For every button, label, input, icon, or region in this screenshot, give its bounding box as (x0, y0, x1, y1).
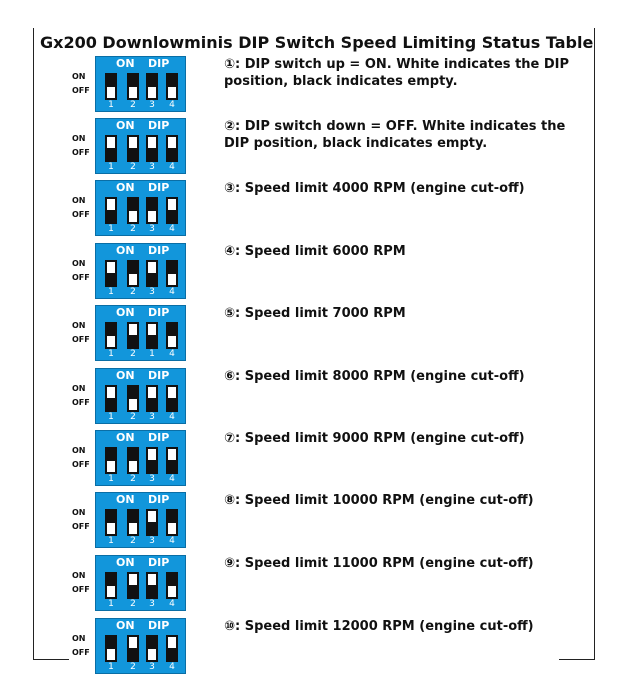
switch-number: 1 (108, 287, 114, 297)
dip-switch-4 (166, 197, 178, 224)
switch-knob (107, 387, 115, 398)
switch-number: 3 (149, 162, 155, 172)
row-description: ⑤: Speed limit 7000 RPM (224, 306, 406, 321)
dip-switch-4 (166, 447, 178, 474)
row-description: ③: Speed limit 4000 RPM (engine cut-off) (224, 181, 525, 196)
switch-row (0, 618, 636, 674)
dip-on-label: ON (116, 369, 135, 382)
dip-switch-2 (127, 135, 139, 162)
switch-knob (107, 336, 115, 347)
on-label: ON (72, 508, 86, 517)
dip-label: DIP (148, 556, 170, 569)
switch-knob (107, 523, 115, 534)
dip-switch-4 (166, 322, 178, 349)
switch-number: 2 (130, 536, 136, 546)
off-label: OFF (72, 585, 90, 594)
dip-switch-3 (146, 635, 158, 662)
switch-row (0, 555, 636, 611)
on-off-labels (72, 382, 92, 410)
switch-number: 4 (169, 536, 175, 546)
switch-row (0, 305, 636, 361)
switch-knob (148, 649, 156, 660)
switch-knob (148, 262, 156, 273)
switch-number: 2 (130, 100, 136, 110)
dip-switch-3 (146, 197, 158, 224)
dip-switch-block (95, 56, 186, 112)
dip-switch-1 (105, 197, 117, 224)
dip-switch-4 (166, 135, 178, 162)
dip-label: DIP (148, 306, 170, 319)
dip-on-label: ON (116, 244, 135, 257)
switch-row (0, 180, 636, 236)
on-off-labels (72, 569, 92, 597)
switch-number: 1 (108, 162, 114, 172)
dip-switch-2 (127, 385, 139, 412)
dip-switch-2 (127, 260, 139, 287)
switch-knob (129, 461, 137, 472)
switch-row (0, 118, 636, 174)
dip-switch-block (95, 492, 186, 548)
dip-switch-2 (127, 197, 139, 224)
switch-knob (129, 324, 137, 335)
on-off-labels (72, 70, 92, 98)
switch-number: 1 (108, 100, 114, 110)
off-label: OFF (72, 398, 90, 407)
dip-label: DIP (148, 369, 170, 382)
switch-row (0, 368, 636, 424)
switch-number: 1 (108, 349, 114, 359)
dip-switch-2 (127, 73, 139, 100)
switch-number: 4 (169, 412, 175, 422)
off-label: OFF (72, 210, 90, 219)
switch-number: 1 (108, 224, 114, 234)
dip-on-label: ON (116, 57, 135, 70)
off-label: OFF (72, 273, 90, 282)
on-label: ON (72, 321, 86, 330)
switch-knob (148, 211, 156, 222)
dip-switch-3 (146, 260, 158, 287)
off-label: OFF (72, 648, 90, 657)
dip-on-label: ON (116, 306, 135, 319)
dip-switch-3 (146, 135, 158, 162)
dip-on-label: ON (116, 431, 135, 444)
on-off-labels (72, 632, 92, 660)
switch-number: 3 (149, 412, 155, 422)
switch-knob (148, 511, 156, 522)
dip-on-label: ON (116, 493, 135, 506)
on-off-labels (72, 506, 92, 534)
on-label: ON (72, 571, 86, 580)
dip-switch-2 (127, 322, 139, 349)
switch-knob (107, 586, 115, 597)
dip-switch-block (95, 368, 186, 424)
switch-knob (168, 637, 176, 648)
switch-knob (129, 274, 137, 285)
page-title: Gx200 Downlowminis DIP Switch Speed Limiting Status Table (40, 33, 594, 52)
switch-knob (107, 461, 115, 472)
dip-switch-3 (146, 322, 158, 349)
row-description: ②: DIP switch down = OFF. White indicates the DIP position, black indicates empty. (224, 119, 566, 151)
off-label: OFF (72, 522, 90, 531)
switch-knob (148, 87, 156, 98)
switch-row (0, 243, 636, 299)
dip-switch-4 (166, 572, 178, 599)
row-description: ⑥: Speed limit 8000 RPM (engine cut-off) (224, 369, 525, 384)
switch-number: 3 (149, 474, 155, 484)
dip-label: DIP (148, 493, 170, 506)
switch-knob (148, 387, 156, 398)
switch-knob (129, 637, 137, 648)
switch-number: 4 (169, 100, 175, 110)
dip-switch-1 (105, 572, 117, 599)
switch-knob (148, 574, 156, 585)
dip-switch-1 (105, 73, 117, 100)
on-label: ON (72, 384, 86, 393)
dip-switch-4 (166, 635, 178, 662)
on-label: ON (72, 259, 86, 268)
dip-switch-1 (105, 447, 117, 474)
switch-knob (168, 274, 176, 285)
switch-number: 2 (130, 349, 136, 359)
dip-switch-2 (127, 447, 139, 474)
dip-switch-1 (105, 635, 117, 662)
switch-number: 2 (130, 162, 136, 172)
dip-switch-block (95, 618, 186, 674)
switch-number: 4 (169, 474, 175, 484)
dip-switch-4 (166, 385, 178, 412)
switch-number: 4 (169, 162, 175, 172)
switch-number: 3 (149, 100, 155, 110)
switch-knob (168, 387, 176, 398)
on-label: ON (72, 634, 86, 643)
switch-number: 2 (130, 287, 136, 297)
switch-number: 4 (169, 224, 175, 234)
row-description: ⑩: Speed limit 12000 RPM (engine cut-off) (224, 619, 534, 634)
dip-switch-2 (127, 635, 139, 662)
switch-knob (107, 87, 115, 98)
switch-number: 3 (149, 599, 155, 609)
off-label: OFF (72, 86, 90, 95)
dip-label: DIP (148, 181, 170, 194)
on-off-labels (72, 194, 92, 222)
dip-switch-3 (146, 509, 158, 536)
dip-label: DIP (148, 119, 170, 132)
off-label: OFF (72, 335, 90, 344)
switch-knob (129, 87, 137, 98)
dip-switch-2 (127, 509, 139, 536)
dip-on-label: ON (116, 556, 135, 569)
switch-number: 2 (130, 599, 136, 609)
on-label: ON (72, 72, 86, 81)
row-description: ⑧: Speed limit 10000 RPM (engine cut-off) (224, 493, 534, 508)
switch-number: 2 (130, 474, 136, 484)
switch-number: 1 (108, 412, 114, 422)
dip-switch-1 (105, 509, 117, 536)
switch-number: 4 (169, 349, 175, 359)
switch-knob (107, 199, 115, 210)
switch-knob (148, 137, 156, 148)
switch-number: 3 (149, 287, 155, 297)
off-label: OFF (72, 460, 90, 469)
switch-knob (168, 586, 176, 597)
switch-number: 4 (169, 599, 175, 609)
switch-knob (168, 87, 176, 98)
dip-label: DIP (148, 619, 170, 632)
switch-knob (148, 449, 156, 460)
dip-switch-1 (105, 135, 117, 162)
dip-label: DIP (148, 244, 170, 257)
switch-knob (168, 137, 176, 148)
dip-switch-4 (166, 509, 178, 536)
dip-switch-1 (105, 322, 117, 349)
dip-switch-block (95, 243, 186, 299)
on-off-labels (72, 257, 92, 285)
dip-switch-block (95, 180, 186, 236)
switch-knob (129, 399, 137, 410)
switch-knob (168, 199, 176, 210)
dip-switch-3 (146, 385, 158, 412)
switch-knob (129, 523, 137, 534)
on-label: ON (72, 196, 86, 205)
switch-row (0, 492, 636, 548)
switch-number: 4 (169, 287, 175, 297)
switch-knob (107, 137, 115, 148)
dip-switch-4 (166, 260, 178, 287)
dip-switch-block (95, 118, 186, 174)
on-off-labels (72, 319, 92, 347)
switch-knob (168, 449, 176, 460)
row-description: ④: Speed limit 6000 RPM (224, 244, 406, 259)
switch-number: 1 (149, 349, 155, 359)
switch-number: 3 (149, 536, 155, 546)
on-label: ON (72, 134, 86, 143)
on-off-labels (72, 132, 92, 160)
switch-number: 3 (149, 224, 155, 234)
switch-number: 2 (130, 662, 136, 672)
switch-number: 1 (108, 536, 114, 546)
switch-row (0, 430, 636, 486)
switch-knob (129, 137, 137, 148)
row-description: ⑦: Speed limit 9000 RPM (engine cut-off) (224, 431, 525, 446)
dip-switch-block (95, 305, 186, 361)
dip-on-label: ON (116, 619, 135, 632)
switch-knob (129, 211, 137, 222)
switch-number: 4 (169, 662, 175, 672)
switch-knob (148, 324, 156, 335)
switch-number: 2 (130, 224, 136, 234)
dip-label: DIP (148, 431, 170, 444)
dip-switch-3 (146, 447, 158, 474)
on-off-labels (72, 444, 92, 472)
switch-number: 1 (108, 662, 114, 672)
dip-switch-3 (146, 73, 158, 100)
dip-on-label: ON (116, 181, 135, 194)
row-description: ①: DIP switch up = ON. White indicates the DIP position, black indicates empty. (224, 57, 570, 89)
on-label: ON (72, 446, 86, 455)
dip-switch-4 (166, 73, 178, 100)
off-label: OFF (72, 148, 90, 157)
switch-knob (107, 262, 115, 273)
switch-row (0, 56, 636, 112)
switch-number: 3 (149, 662, 155, 672)
switch-knob (168, 336, 176, 347)
switch-number: 1 (108, 474, 114, 484)
switch-knob (168, 523, 176, 534)
dip-switch-1 (105, 385, 117, 412)
dip-on-label: ON (116, 119, 135, 132)
dip-switch-block (95, 430, 186, 486)
dip-switch-2 (127, 572, 139, 599)
switch-number: 1 (108, 599, 114, 609)
dip-switch-3 (146, 572, 158, 599)
dip-label: DIP (148, 57, 170, 70)
row-description: ⑨: Speed limit 11000 RPM (engine cut-off) (224, 556, 534, 571)
switch-number: 2 (130, 412, 136, 422)
dip-switch-1 (105, 260, 117, 287)
dip-switch-block (95, 555, 186, 611)
switch-knob (107, 649, 115, 660)
switch-knob (129, 574, 137, 585)
